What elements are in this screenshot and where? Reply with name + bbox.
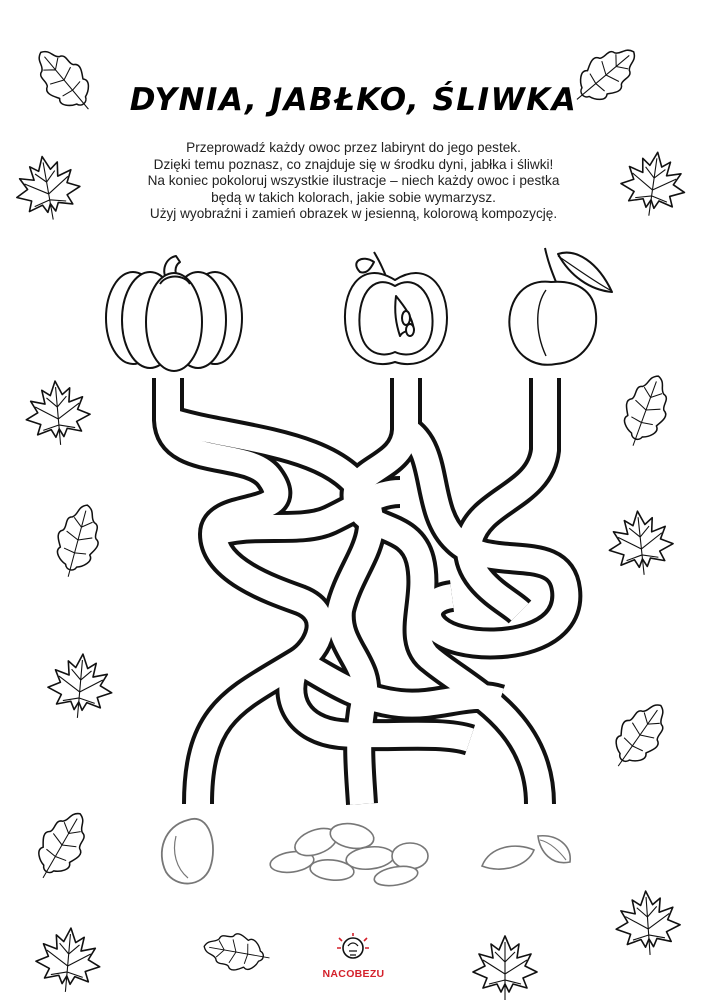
maple-leaf-icon (46, 651, 115, 720)
maze (168, 378, 566, 804)
plum-icon (509, 248, 612, 365)
pumpkin-icon (106, 256, 242, 371)
instruction-line: będą w takich kolorach, jakie sobie wymarzysz. (211, 189, 496, 205)
maple-leaf-icon (23, 378, 92, 447)
oak-leaf-icon (614, 369, 678, 453)
maple-leaf-icon (34, 925, 103, 994)
instruction-line: Dzięki temu poznasz, co znajduje się w środku dyni, jabłka i śliwki! (153, 156, 554, 172)
instruction-line: Użyj wyobraźni i zamień obrazek w jesienną, kolorową kompozycję. (149, 206, 558, 221)
instruction-line: Na koniec pokoloruj wszystkie ilustracje – niech każdy owoc i pestka (147, 173, 560, 188)
nacobezu-logo-icon (337, 933, 369, 958)
apple-icon (345, 252, 447, 364)
maple-leaf-icon (606, 508, 676, 578)
plum-pit-icon (162, 819, 213, 884)
apple-seeds-icon (482, 836, 570, 869)
maple-leaf-icon (614, 889, 682, 957)
instructions (60, 140, 647, 223)
oak-leaf-icon (601, 694, 677, 778)
brand-name: NACOBEZU (322, 968, 385, 980)
pumpkin-seeds-icon (269, 820, 428, 888)
oak-leaf-icon (48, 500, 107, 582)
oak-leaf-icon (25, 804, 97, 889)
instruction-line: Przeprowadź każdy owoc przez labirynt do jego pestek. (186, 140, 521, 155)
page-title: DYNIA, JABŁKO, ŚLIWKA (129, 82, 578, 118)
